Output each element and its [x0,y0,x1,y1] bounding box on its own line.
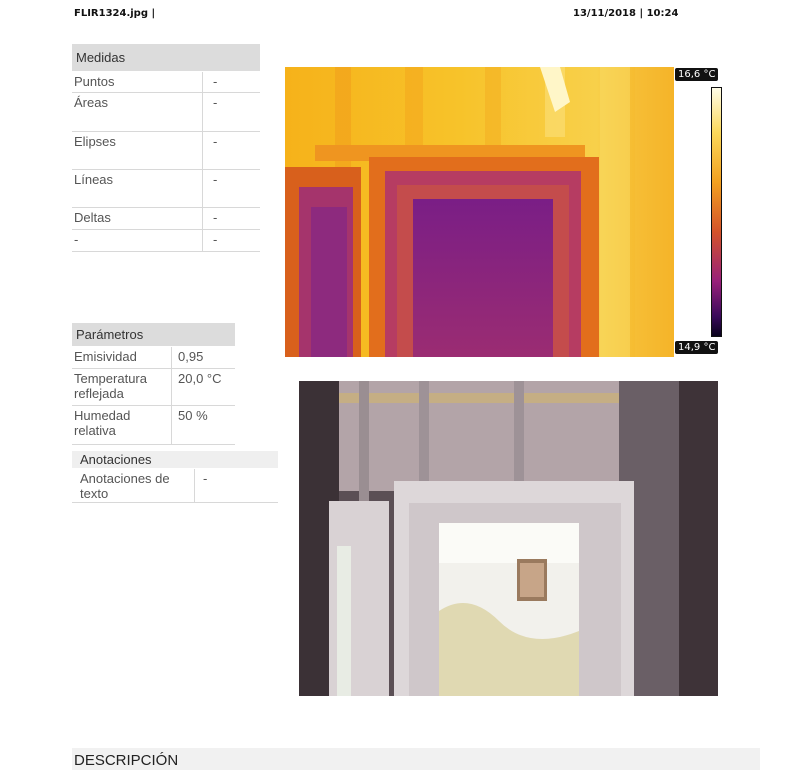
measure-value: - [213,172,218,187]
params-table [72,323,235,445]
capture-datetime: 13/11/2018 | 10:24 [573,8,679,19]
annotations-table [72,451,278,503]
params-title: Parámetros [72,323,235,346]
scale-min-label: 14,9 °C [675,341,718,354]
param-label: Temperatura reflejada [74,371,147,401]
measure-value: - [213,134,218,149]
measure-row [72,230,260,252]
thermal-image [285,67,674,357]
measure-label: Líneas [74,172,114,187]
measure-row [72,170,260,208]
measure-label: - [74,232,79,247]
measures-table [72,44,260,252]
param-row [72,369,235,406]
param-value: 20,0 °C [178,371,222,386]
measure-value: - [213,232,218,247]
param-value: 50 % [178,408,208,423]
description-title: DESCRIPCIÓN [72,748,760,770]
file-name: FLIR1324.jpg | [74,8,156,19]
measure-label: Elipses [74,134,116,149]
annotations-title: Anotaciones [72,451,278,468]
measure-value: - [213,95,218,110]
measure-row [72,132,260,170]
param-label: Emisividad [74,349,137,364]
measure-row [72,72,260,93]
annotation-value: - [203,471,208,486]
measure-row [72,93,260,132]
param-value: 0,95 [178,349,204,364]
scale-max-label: 16,6 °C [675,68,718,81]
measure-label: Áreas [74,95,108,110]
param-row [72,406,235,445]
color-scale-bar [711,87,722,337]
annotation-row [72,469,278,503]
measures-title: Medidas [72,44,260,71]
measure-label: Puntos [74,74,115,89]
annotation-label: Anotaciones de texto [80,471,170,501]
measure-row [72,208,260,230]
param-label: Humedad relativa [74,408,131,438]
measure-value: - [213,74,218,89]
measure-label: Deltas [74,210,111,225]
measure-value: - [213,210,218,225]
param-row [72,347,235,369]
visual-photo [299,381,718,696]
